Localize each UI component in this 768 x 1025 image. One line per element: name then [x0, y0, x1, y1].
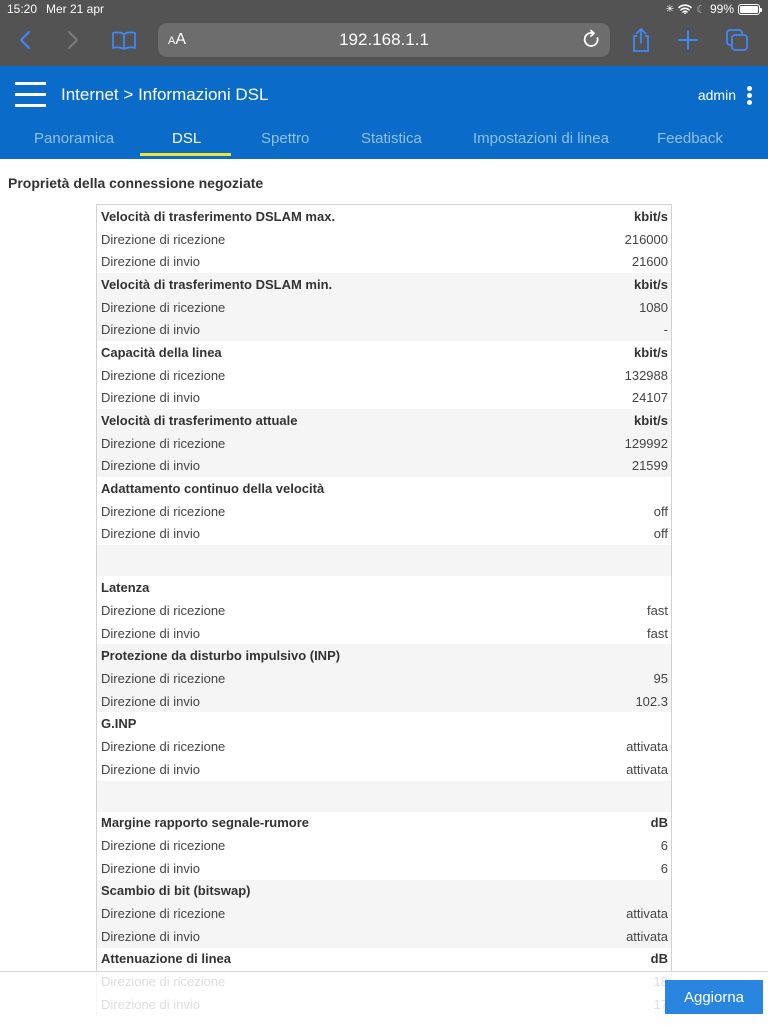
status-bar — [0, 0, 768, 20]
bookmarks-button[interactable] — [110, 24, 138, 56]
tab-impostazioni-di-linea[interactable]: Impostazioni di linea — [473, 130, 609, 147]
table-row-tx — [97, 250, 671, 273]
table-group-header — [97, 644, 671, 667]
table-spacer — [97, 545, 671, 576]
table-row-rx — [97, 364, 671, 387]
row-label: Direzione di ricezione — [101, 299, 226, 315]
row-value: 21600 — [631, 254, 668, 270]
new-tab-button[interactable] — [676, 24, 700, 56]
row-value: - — [663, 322, 668, 338]
row-label: Scambio di bit (bitswap) — [101, 883, 251, 899]
battery-percent: 99% — [709, 2, 734, 16]
row-value: attivata — [626, 738, 668, 754]
forward-icon — [67, 30, 79, 50]
status-date: Mer 21 apr — [46, 2, 105, 16]
share-icon — [631, 27, 651, 53]
row-value: attivata — [626, 928, 668, 944]
row-label: Direzione di ricezione — [101, 503, 226, 519]
row-label: Margine rapporto segnale-rumore — [101, 815, 310, 831]
table-group-header — [97, 205, 671, 228]
table-group-header — [97, 341, 671, 364]
address-bar[interactable] — [158, 23, 610, 57]
table-row-tx — [97, 622, 671, 645]
wifi-icon — [678, 4, 692, 14]
breadcrumb-internet[interactable]: Internet — [61, 85, 119, 104]
bottom-action-bar — [0, 971, 768, 1025]
row-value: attivata — [626, 906, 668, 922]
row-label: Protezione da disturbo impulsivo (INP) — [101, 648, 341, 664]
row-value: attivata — [626, 761, 668, 777]
back-icon — [19, 30, 31, 50]
table-row-tx — [97, 690, 671, 713]
reload-icon[interactable] — [582, 29, 602, 51]
more-options-icon[interactable] — [747, 86, 752, 104]
row-label: Direzione di invio — [101, 860, 200, 876]
row-value: fast — [647, 602, 668, 618]
row-label: Direzione di invio — [101, 761, 200, 777]
table-row-rx — [97, 735, 671, 758]
app-header — [0, 66, 768, 159]
table-row-rx — [97, 599, 671, 622]
tab-dsl[interactable]: DSL — [172, 130, 202, 147]
section-title: Proprietà della connessione negoziate — [8, 175, 264, 191]
row-label: Direzione di ricezione — [101, 367, 226, 383]
breadcrumb — [61, 85, 268, 105]
table-row-tx — [97, 523, 671, 546]
row-value: off — [653, 503, 668, 519]
row-value: 129992 — [624, 435, 668, 451]
row-label: Direzione di invio — [101, 458, 200, 474]
row-label: G.INP — [101, 716, 137, 732]
row-label: Latenza — [101, 580, 150, 596]
connection-properties-table — [96, 204, 672, 1016]
row-value: 132988 — [624, 367, 668, 383]
activity-icon: ✳ — [665, 3, 675, 15]
status-time: 15:20 — [7, 2, 38, 16]
table-row-tx — [97, 455, 671, 478]
tab-bar — [0, 122, 768, 159]
back-button[interactable] — [14, 24, 36, 56]
row-label: Direzione di ricezione — [101, 670, 226, 686]
row-value: 6 — [660, 838, 668, 854]
table-group-header — [97, 948, 671, 971]
forward-button[interactable] — [62, 24, 84, 56]
row-value: 216000 — [624, 231, 668, 247]
bookmarks-icon — [111, 30, 137, 50]
moon-icon: ☾ — [696, 3, 706, 16]
row-label: Direzione di ricezione — [101, 838, 226, 854]
row-label: Attenuazione di linea — [101, 951, 232, 967]
table-row-tx — [97, 758, 671, 781]
row-value: 21599 — [631, 458, 668, 474]
table-row-tx — [97, 318, 671, 341]
row-value: kbit/s — [634, 208, 668, 224]
row-label: Direzione di invio — [101, 526, 200, 542]
row-label: Direzione di ricezione — [101, 906, 226, 922]
row-label: Direzione di invio — [101, 693, 200, 709]
active-tab-indicator — [140, 153, 231, 156]
table-group-header — [97, 712, 671, 735]
row-label: Capacità della linea — [101, 344, 222, 360]
share-button[interactable] — [628, 24, 654, 56]
status-indicators — [666, 2, 760, 16]
chevron-right-icon: > — [123, 85, 134, 104]
row-value: dB — [650, 951, 668, 967]
url-text[interactable]: 192.168.1.1 — [339, 30, 429, 49]
table-group-header — [97, 576, 671, 599]
row-label: Direzione di invio — [101, 928, 200, 944]
table-row-rx — [97, 500, 671, 523]
row-label: Direzione di invio — [101, 322, 200, 338]
tabs-button[interactable] — [724, 24, 750, 56]
tab-statistica[interactable]: Statistica — [361, 130, 422, 147]
table-row-tx — [97, 857, 671, 880]
row-value: kbit/s — [634, 276, 668, 292]
user-name[interactable]: admin — [697, 87, 736, 103]
row-label: Direzione di ricezione — [101, 738, 226, 754]
table-row-rx — [97, 902, 671, 925]
table-row-tx — [97, 387, 671, 410]
row-label: Direzione di invio — [101, 390, 200, 406]
browser-chrome — [0, 0, 768, 66]
table-row-rx — [97, 834, 671, 857]
table-group-header — [97, 477, 671, 500]
row-label: Direzione di invio — [101, 625, 200, 641]
row-value: 95 — [653, 670, 668, 686]
refresh-button[interactable]: Aggiorna — [665, 980, 763, 1014]
row-value: kbit/s — [634, 344, 668, 360]
row-label: Direzione di invio — [101, 254, 200, 270]
row-value: 102.3 — [635, 693, 668, 709]
row-value: off — [653, 526, 668, 542]
table-row-rx — [97, 296, 671, 319]
table-spacer — [97, 781, 671, 812]
row-label: Direzione di ricezione — [101, 231, 226, 247]
tab-panoramica[interactable]: Panoramica — [34, 130, 115, 147]
text-size-button[interactable]: AA — [168, 31, 187, 48]
row-value: fast — [647, 625, 668, 641]
row-label: Velocità di trasferimento DSLAM min. — [101, 276, 333, 292]
new-tab-icon — [678, 30, 698, 50]
row-label: Velocità di trasferimento attuale — [101, 413, 298, 429]
row-label: Direzione di ricezione — [101, 602, 226, 618]
row-label: Direzione di ricezione — [101, 435, 226, 451]
menu-icon[interactable] — [15, 82, 46, 108]
table-group-header — [97, 812, 671, 835]
battery-icon — [738, 4, 760, 15]
table-group-header — [97, 880, 671, 903]
row-label: Adattamento continuo della velocità — [101, 481, 325, 497]
row-value: kbit/s — [634, 413, 668, 429]
row-value: 24107 — [631, 390, 668, 406]
tab-spettro[interactable]: Spettro — [261, 130, 310, 147]
tab-feedback[interactable]: Feedback — [657, 130, 723, 147]
row-value: 6 — [660, 860, 668, 876]
row-value: dB — [650, 815, 668, 831]
tabs-icon — [725, 28, 749, 52]
table-group-header — [97, 273, 671, 296]
table-row-tx — [97, 925, 671, 948]
breadcrumb-current: Informazioni DSL — [138, 85, 269, 104]
row-value: 1080 — [639, 299, 668, 315]
table-row-rx — [97, 228, 671, 251]
table-row-rx — [97, 667, 671, 690]
row-label: Velocità di trasferimento DSLAM max. — [101, 208, 336, 224]
table-group-header — [97, 409, 671, 432]
table-row-rx — [97, 432, 671, 455]
